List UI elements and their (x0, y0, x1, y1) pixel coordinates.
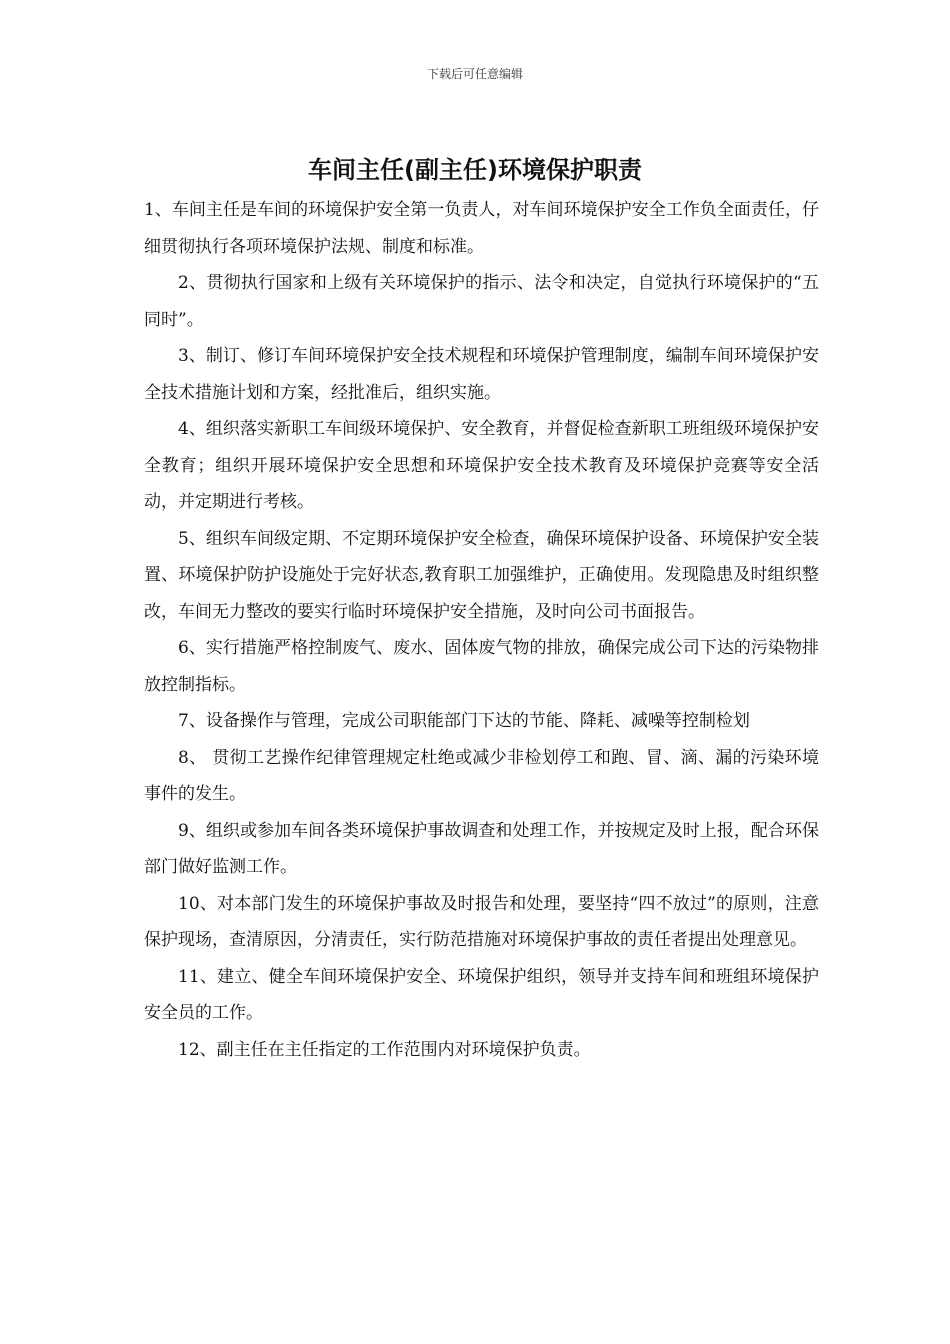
duty-item-10: 10、对本部门发生的环境保护事故及时报告和处理，要坚持“四不放过”的原则，注意保护现场，查清原因，分清责任，实行防范措施对环境保护事故的责任者提出处理意见。 (144, 893, 819, 950)
document-body (144, 192, 819, 1068)
duty-item-5: 5、组织车间级定期、不定期环境保护安全检查，确保环境保护设备、环境保护安全装置、环境保护防护设施处于完好状态,教育职工加强维护，正确使用。发现隐患及时组织整改，车间无力整改的要实行临时环境保护安全措施，及时向公司书面报告。 (144, 528, 819, 622)
duty-item-1: 1、车间主任是车间的环境保护安全第一负责人，对车间环境保护安全工作负全面责任，仔细贯彻执行各项环境保护法规、制度和标准。 (144, 200, 819, 257)
duty-item-6: 6、实行措施严格控制废气、废水、固体废气物的排放，确保完成公司下达的污染物排放控制指标。 (144, 638, 819, 695)
duty-item-7: 7、设备操作与管理，完成公司职能部门下达的节能、降耗、减噪等控制检划 (178, 711, 750, 731)
duty-item-12: 12、副主任在主任指定的工作范围内对环境保护负责。 (178, 1039, 591, 1060)
duty-item-3: 3、制订、修订车间环境保护安全技术规程和环境保护管理制度，编制车间环境保护安全技术措施计划和方案，经批准后，组织实施。 (144, 346, 819, 403)
duty-item-8: 8、 贯彻工艺操作纪律管理规定杜绝或减少非检划停工和跑、冒、滴、漏的污染环境事件的发生。 (144, 747, 819, 804)
duty-item-9: 9、组织或参加车间各类环境保护事故调查和处理工作，并按规定及时上报，配合环保部门做好监测工作。 (144, 820, 819, 877)
duty-item-2: 2、贯彻执行国家和上级有关环境保护的指示、法令和决定，自觉执行环境保护的“五同时”。 (144, 273, 819, 330)
duty-item-11: 11、建立、健全车间环境保护安全、环境保护组织，领导并支持车间和班组环境保护安全员的工作。 (144, 966, 819, 1023)
document-title: 车间主任(副主任)环境保护职责 (308, 156, 642, 184)
header-note: 下载后可任意编辑 (426, 67, 523, 81)
duty-item-4: 4、组织落实新职工车间级环境保护、安全教育，并督促检查新职工班组级环境保护安全教育；组织开展环境保护安全思想和环境保护安全技术教育及环境保护竞赛等安全活动，并定期进行考核。 (144, 419, 819, 512)
